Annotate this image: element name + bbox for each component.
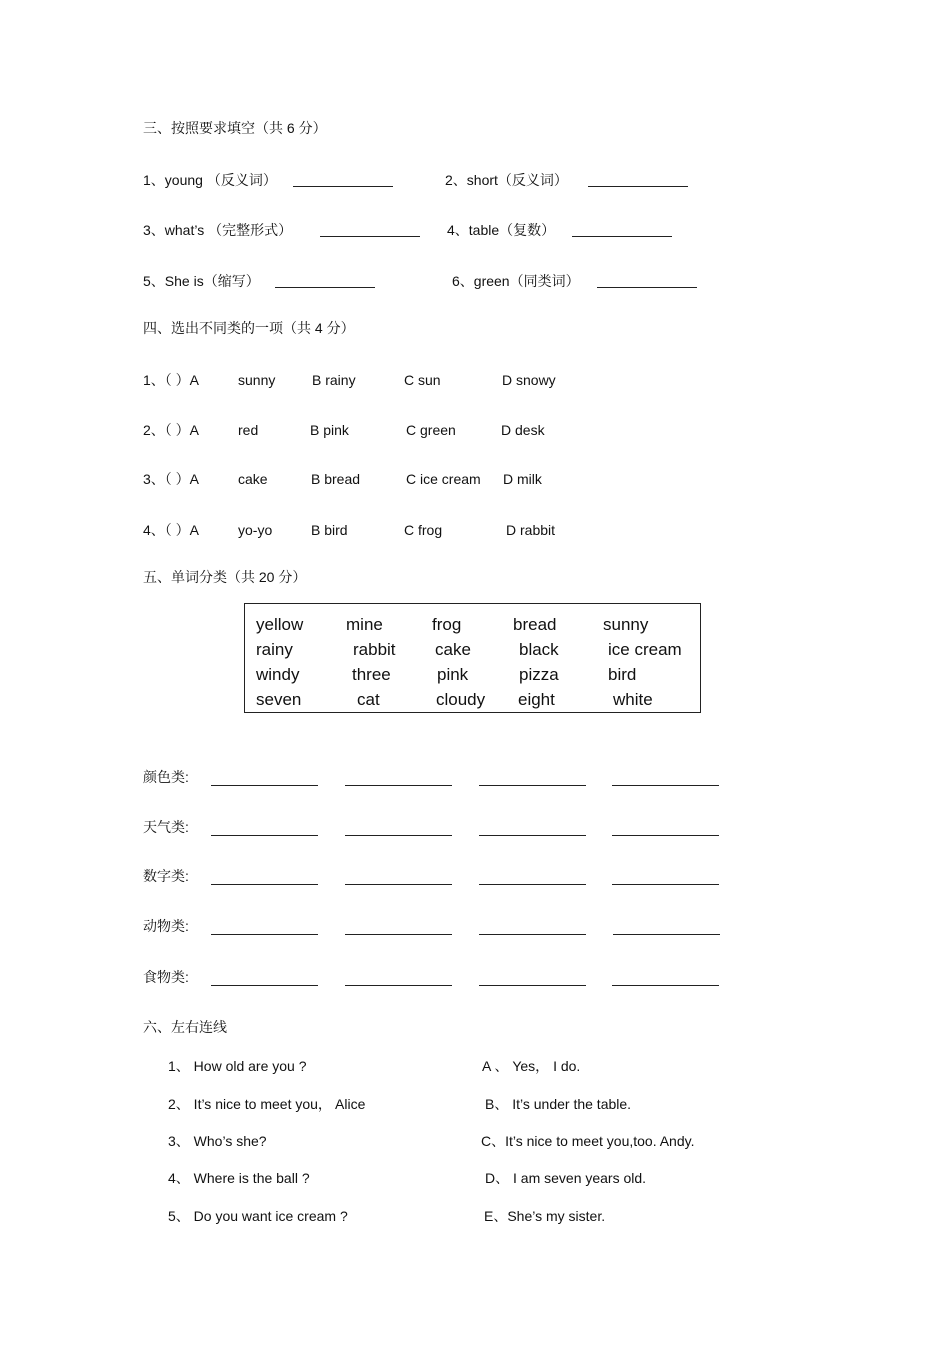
section3-title: 三、按照要求填空（共 6 分）	[143, 120, 327, 136]
word: mine	[346, 615, 383, 634]
choice-b: B bread	[311, 471, 361, 487]
fill-item-5-blank[interactable]	[275, 287, 375, 288]
choice-a: cake	[238, 471, 268, 487]
category-blank[interactable]	[612, 884, 719, 885]
word: bird	[608, 665, 637, 684]
choice-b: B pink	[310, 422, 349, 438]
category-label: 数字类:	[143, 868, 189, 884]
section6-title: 六、左右连线	[143, 1019, 227, 1035]
category-blank[interactable]	[479, 835, 586, 836]
category-blank[interactable]	[612, 985, 719, 986]
category-blank[interactable]	[479, 785, 586, 786]
category-label: 食物类:	[143, 969, 189, 985]
word: frog	[432, 615, 462, 634]
choice-c: C ice cream	[406, 471, 481, 487]
category-blank[interactable]	[211, 884, 318, 885]
match-right-item[interactable]: A 、 Yes， I do.	[482, 1058, 581, 1074]
word: ice cream	[608, 640, 682, 659]
category-blank[interactable]	[211, 985, 318, 986]
word-box	[244, 603, 701, 713]
fill-item-2-blank[interactable]	[588, 186, 688, 187]
choice-b: B rainy	[312, 372, 356, 388]
choice-a: sunny	[238, 372, 276, 388]
word: black	[519, 640, 559, 659]
choice-c: C green	[406, 422, 456, 438]
category-label: 天气类:	[143, 819, 189, 835]
match-left-item[interactable]: 3、 Who’s she?	[168, 1133, 267, 1149]
choice-c: C frog	[404, 522, 443, 538]
match-left-item[interactable]: 5、 Do you want ice cream ?	[168, 1208, 348, 1224]
choice-a: yo-yo	[238, 522, 273, 538]
match-left-item[interactable]: 1、 How old are you ?	[168, 1058, 307, 1074]
choice-prefix[interactable]: 3、（ ）A	[143, 471, 200, 487]
match-right-item[interactable]: E、She’s my sister.	[484, 1208, 606, 1224]
category-blank[interactable]	[479, 934, 586, 935]
category-blank[interactable]	[211, 934, 318, 935]
fill-item-4-label: 4、table（复数）	[447, 222, 556, 238]
word: white	[613, 690, 653, 709]
category-blank[interactable]	[211, 835, 318, 836]
match-right-item[interactable]: C、It’s nice to meet you,too. Andy.	[481, 1133, 695, 1149]
word: cake	[435, 640, 471, 659]
word: windy	[256, 665, 300, 684]
category-label: 动物类:	[143, 918, 189, 934]
category-blank[interactable]	[345, 884, 452, 885]
section4-title: 四、选出不同类的一项（共 4 分）	[143, 320, 355, 336]
choice-d: D rabbit	[506, 522, 556, 538]
word: cloudy	[436, 690, 486, 709]
category-blank[interactable]	[345, 835, 452, 836]
choice-d: D snowy	[502, 372, 556, 388]
category-label: 颜色类:	[143, 769, 189, 785]
fill-item-6-label: 6、green（同类词）	[452, 273, 580, 289]
match-right-item[interactable]: B、 It’s under the table.	[485, 1096, 632, 1112]
choice-prefix[interactable]: 2、（ ）A	[143, 422, 200, 438]
word: rabbit	[353, 640, 396, 659]
word: rainy	[256, 640, 293, 659]
category-blank[interactable]	[613, 934, 720, 935]
category-blank[interactable]	[345, 785, 452, 786]
word: pizza	[519, 665, 559, 684]
choice-prefix[interactable]: 4、（ ）A	[143, 522, 200, 538]
match-left-item[interactable]: 2、 It’s nice to meet you， Alice	[168, 1096, 366, 1112]
word: cat	[357, 690, 380, 709]
fill-item-5-label: 5、She is（缩写）	[143, 273, 260, 289]
choice-b: B bird	[311, 522, 348, 538]
match-right-item[interactable]: D、 I am seven years old.	[485, 1170, 647, 1186]
category-blank[interactable]	[612, 785, 719, 786]
choice-c: C sun	[404, 372, 441, 388]
choice-a: red	[238, 422, 259, 438]
fill-item-1-label: 1、young （反义词）	[143, 172, 277, 188]
word: eight	[518, 690, 555, 709]
choice-d: D desk	[501, 422, 545, 438]
word: pink	[437, 665, 469, 684]
word: yellow	[256, 615, 304, 634]
fill-item-2-label: 2、short（反义词）	[445, 172, 568, 188]
category-blank[interactable]	[479, 985, 586, 986]
choice-d: D milk	[503, 471, 542, 487]
category-blank[interactable]	[479, 884, 586, 885]
section5-title: 五、单词分类（共 20 分）	[143, 569, 307, 585]
word: seven	[256, 690, 302, 709]
category-blank[interactable]	[211, 785, 318, 786]
fill-item-6-blank[interactable]	[597, 287, 697, 288]
category-blank[interactable]	[345, 985, 452, 986]
category-blank[interactable]	[612, 835, 719, 836]
category-blank[interactable]	[345, 934, 452, 935]
word: three	[352, 665, 391, 684]
fill-item-1-blank[interactable]	[293, 186, 393, 187]
fill-item-3-label: 3、what’s （完整形式）	[143, 222, 293, 238]
word: bread	[513, 615, 557, 634]
match-left-item[interactable]: 4、 Where is the ball ?	[168, 1170, 310, 1186]
choice-prefix[interactable]: 1、（ ）A	[143, 372, 200, 388]
fill-item-3-blank[interactable]	[320, 236, 420, 237]
fill-item-4-blank[interactable]	[572, 236, 672, 237]
word: sunny	[603, 615, 649, 634]
